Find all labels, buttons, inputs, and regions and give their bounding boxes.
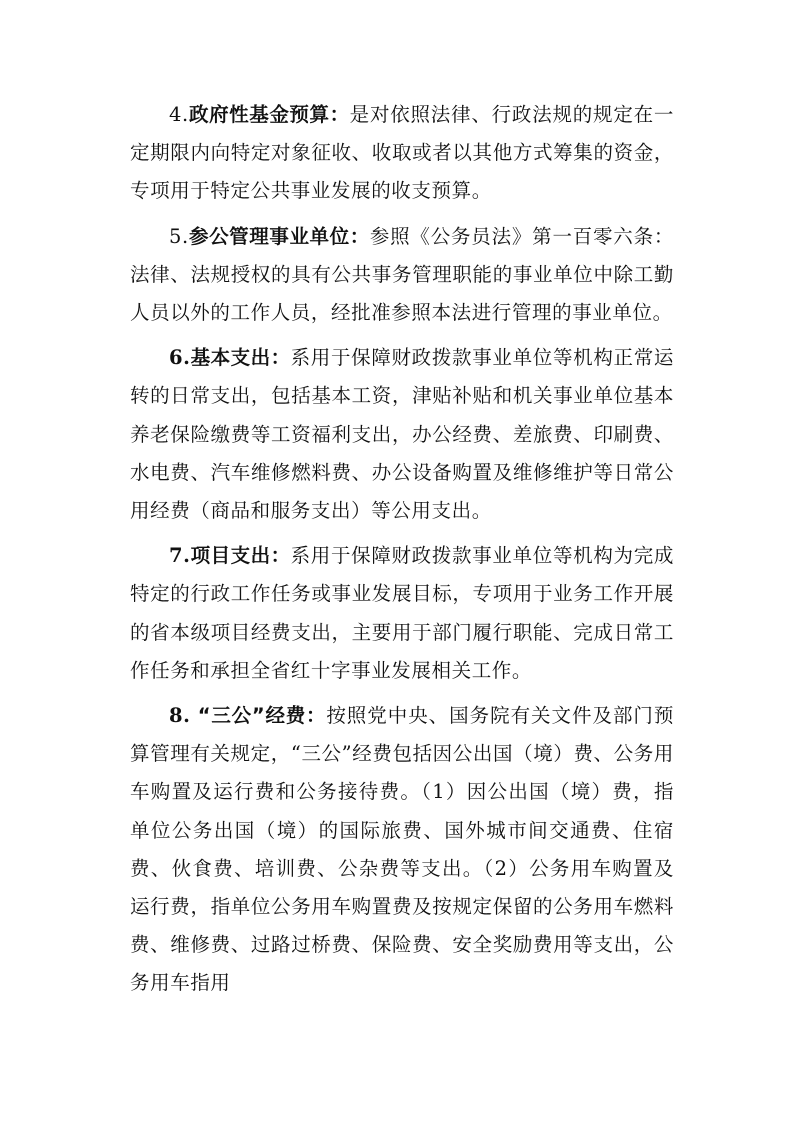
section-6-body: 系用于保障财政拨款事业单位等机构正常运转的日常支出，包括基本工资，津贴补贴和机关事业单位基本养老保险缴费等工资福利支出，办公经费、差旅费、印刷费、水电费、汽车维修燃料费、办公设备购置及维修维护等日常公用经费（商品和服务支出）等公用支出。	[130, 346, 674, 523]
section-5-paragraph	[130, 218, 674, 333]
section-5-body: 参照《公务员法》第一百零六条：法律、法规授权的具有公共事务管理职能的事业单位中除工勤人员以外的工作人员，经批准参照本法进行管理的事业单位。	[130, 224, 674, 325]
section-8-body: 按照党中央、国务院有关文件及部门预算管理有关规定，“三公”经费包括因公出国（境）费、公务用车购置及运行费和公务接待费。（1）因公出国（境）费，指单位公务出国（境）的国际旅费、国外城市间交通费、住宿费、伙食费、培训费、公杂费等支出。（2）公务用车购置及运行费，指单位公务用车购置费及按规定保留的公务用车燃料费、维修费、过路过桥费、保险费、安全奖励费用等支出，公务用车指用	[130, 704, 675, 995]
section-6-number: 6.	[169, 346, 191, 370]
section-6-term: 基本支出：	[190, 346, 291, 370]
section-8-number: 8.	[169, 704, 191, 728]
section-7-number: 7.	[169, 544, 191, 568]
document-page	[130, 96, 674, 1010]
section-5-number: 5.	[169, 224, 189, 248]
section-6-paragraph	[130, 339, 674, 530]
section-7-body: 系用于保障财政拨款事业单位等机构为完成特定的行政工作任务或事业发展目标，专项用于业务工作开展的省本级项目经费支出，主要用于部门履行职能、完成日常工作任务和承担全省红十字事业发展相关工作。	[130, 544, 674, 682]
section-8-paragraph	[130, 697, 674, 1003]
section-4-paragraph	[130, 96, 674, 211]
section-7-term: 项目支出：	[190, 544, 291, 568]
section-8-term: “三公”经费：	[197, 704, 327, 728]
section-4-body: 是对依照法律、行政法规的规定在一定期限内向特定对象征收、收取或者以其他方式筹集的资金，专项用于特定公共事业发展的收支预算。	[130, 103, 674, 203]
section-5-term: 参公管理事业单位：	[188, 224, 370, 248]
section-4-number: 4.	[169, 103, 189, 126]
section-7-paragraph	[130, 537, 674, 690]
section-4-term: 政府性基金预算：	[188, 103, 350, 126]
